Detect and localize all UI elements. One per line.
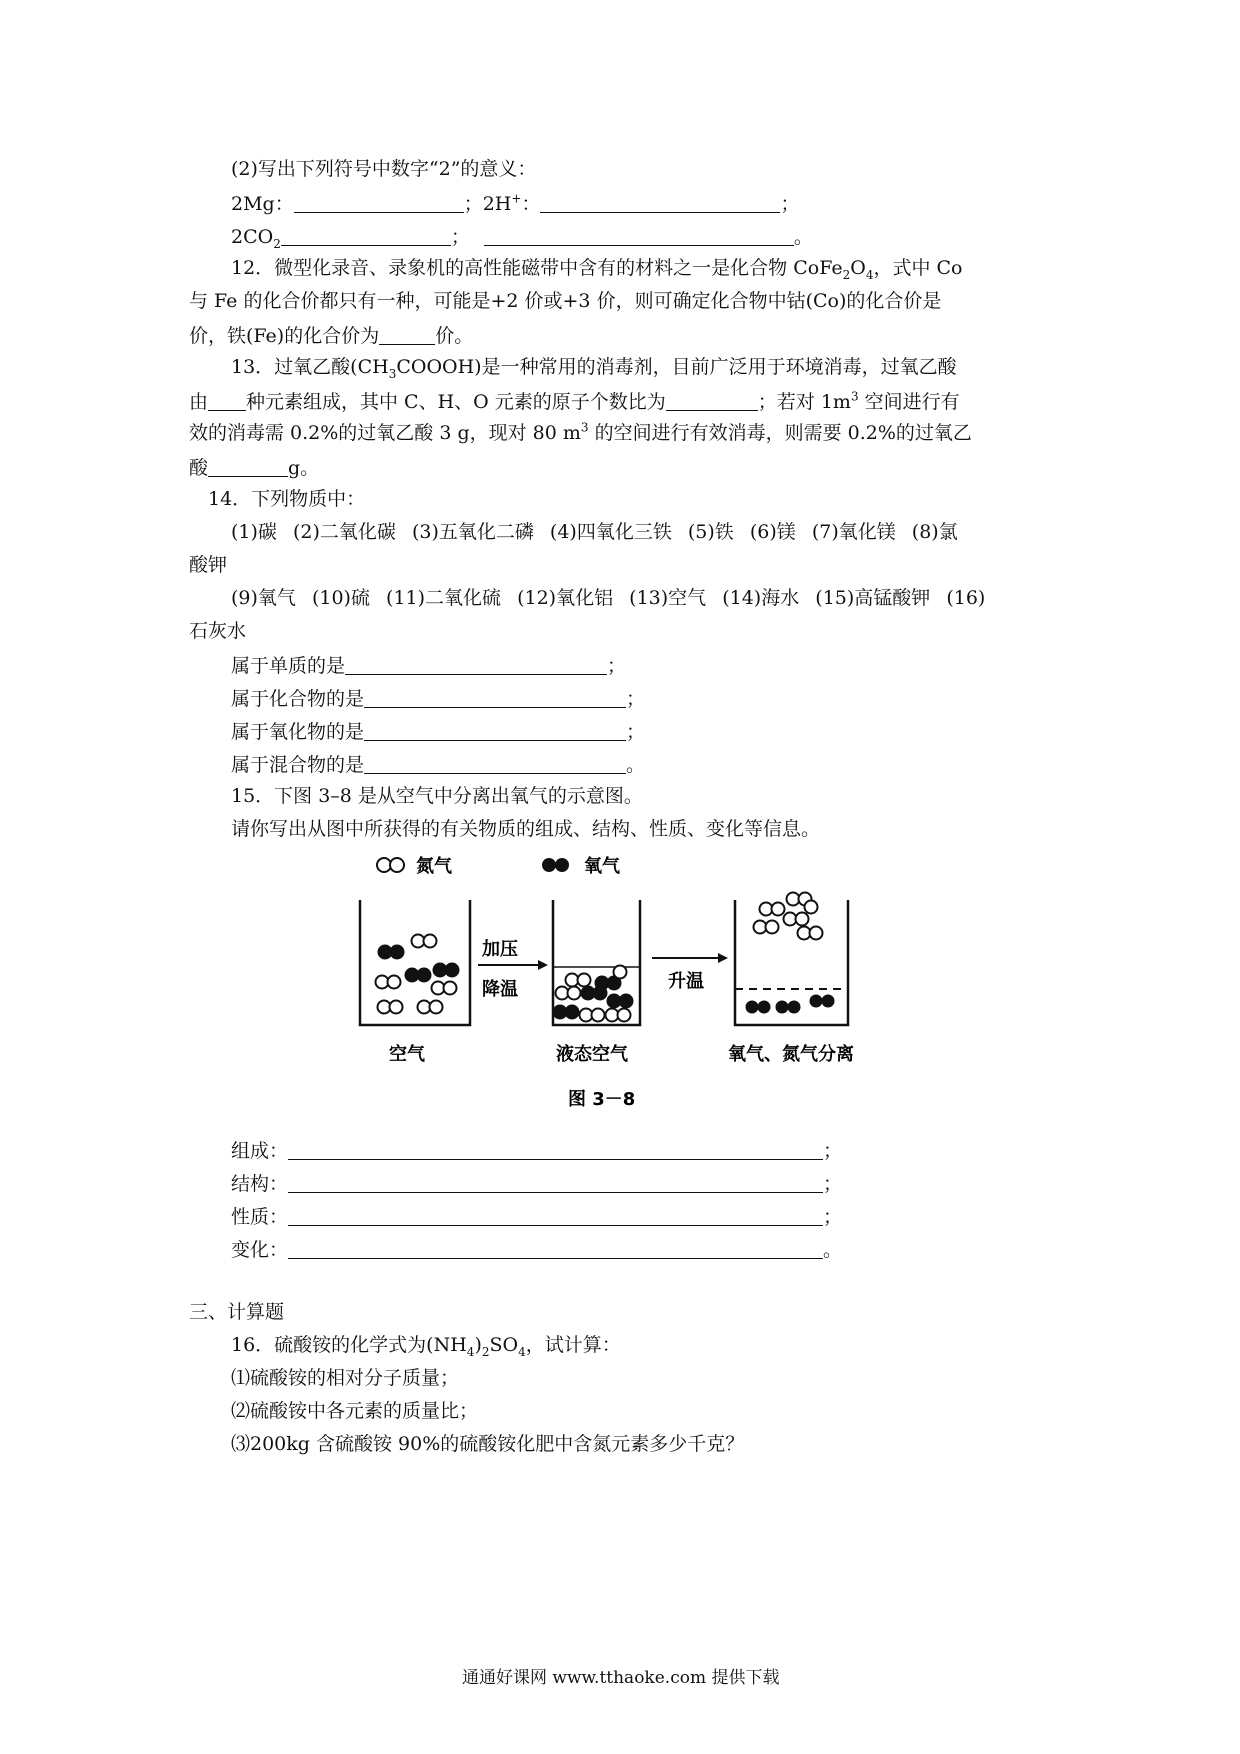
q13-line4-post: g。 — [288, 457, 320, 479]
legend-nitrogen-label: 氮气 — [416, 856, 452, 877]
ask-structure-label: 结构： — [231, 1173, 289, 1195]
label-liquid-air: 液态空气 — [556, 1044, 628, 1065]
nitrogen-gas-molecules — [754, 893, 823, 940]
liquid-air-molecules — [554, 966, 633, 1022]
oxygen-liquid-molecules — [746, 995, 835, 1014]
q16-sub2: 2 — [481, 1344, 490, 1359]
mass-blank[interactable] — [208, 457, 288, 477]
q16-pre: 16．硫酸铵的化学式为(NH — [231, 1334, 467, 1356]
item-3: (3)五氧化二磷 — [411, 521, 534, 543]
co2-pre: 2CO — [231, 226, 274, 248]
q15-ask-change — [231, 1239, 842, 1260]
mixture-answer-blank[interactable] — [364, 754, 626, 774]
item-13: (13)空气 — [629, 587, 707, 609]
q16-sub2-question: ⑵硫酸铵中各元素的质量比； — [231, 1400, 479, 1422]
q12-end: ，式中 Co — [873, 257, 963, 279]
q13-line2-end: 空间进行有 — [858, 391, 960, 413]
q15-line2: 请你写出从图中所获得的有关物质的组成、结构、性质、变化等信息。 — [231, 818, 821, 840]
q13-line2-post: ；若对 1m — [757, 391, 851, 413]
oxide-answer-blank[interactable] — [364, 721, 626, 741]
hplus-pre: ；2H — [463, 193, 512, 215]
q13-line2 — [189, 391, 960, 412]
ask-change-end: 。 — [823, 1239, 843, 1261]
label-air: 空气 — [389, 1044, 425, 1065]
item-12: (12)氧化铝 — [517, 587, 614, 609]
item-5: (5)铁 — [687, 521, 734, 543]
item-14: (14)海水 — [722, 587, 800, 609]
q14-ask-element — [231, 655, 626, 676]
item-11: (11)二氧化硫 — [386, 587, 502, 609]
arrow-pressurize-cool — [478, 938, 548, 1000]
co2-period: 。 — [793, 226, 813, 248]
q13-line1 — [231, 356, 957, 381]
label-separated: 氧气、氮气分离 — [728, 1044, 854, 1065]
property-blank[interactable] — [288, 1206, 823, 1226]
q12-line2: 与 Fe 的化合价都只有一种，可能是+2 价或+3 价，则可确定化合物中钴(Co)的化合价是 — [189, 290, 942, 312]
ask-compound-label: 属于化合物的是 — [231, 688, 365, 710]
hplus-post: ： — [521, 193, 541, 215]
arrow2-label: 升温 — [668, 971, 704, 992]
legend-oxygen — [542, 855, 621, 877]
footer-text: 通通好课网 www.tthaoke.com 提供下载 — [462, 1668, 780, 1688]
ask-structure-end: ； — [823, 1173, 843, 1195]
item-16: (16) — [946, 587, 986, 609]
q15-ask-composition — [231, 1140, 842, 1161]
section3-title: 三、计算题 — [189, 1301, 285, 1323]
change-blank[interactable] — [288, 1239, 823, 1259]
item-7: (7)氧化镁 — [811, 521, 896, 543]
ask-property-end: ； — [823, 1206, 843, 1228]
ask-property-label: 性质： — [231, 1206, 289, 1228]
q14-title: 14．下列物质中： — [208, 488, 366, 510]
q15-line1: 15．下图 3–8 是从空气中分离出氧气的示意图。 — [231, 785, 643, 807]
q16-stem — [231, 1334, 621, 1359]
q12-sub2: 4 — [865, 267, 874, 282]
fe-valence-blank[interactable] — [379, 325, 435, 345]
ask-mixture-end: 。 — [626, 754, 646, 776]
q12-line3 — [189, 325, 473, 346]
q14-items-line2-wrap: 石灰水 — [189, 620, 247, 642]
element-count-blank[interactable] — [208, 391, 246, 411]
ask-oxide-label: 属于氧化物的是 — [231, 721, 365, 743]
q12-sub1: 2 — [842, 267, 851, 282]
q13-line2-pre: 由 — [189, 391, 209, 413]
q13-line2-sup: 3 — [850, 389, 859, 404]
q16-sub3: 4 — [518, 1344, 526, 1359]
q16-sub3-question: ⑶200kg 含硫酸铵 90%的硫酸铵化肥中含氮元素多少千克？ — [231, 1433, 745, 1455]
q13-line3-sup: 3 — [580, 420, 589, 435]
q11-line-co2 — [231, 226, 813, 251]
q14-ask-mixture — [231, 754, 645, 775]
mg-label: 2Mg： — [231, 193, 294, 215]
q14-ask-oxide — [231, 721, 645, 742]
q12-line1 — [231, 257, 963, 282]
ask-composition-label: 组成： — [231, 1140, 289, 1162]
item-15: (15)高锰酸钾 — [815, 587, 931, 609]
item-4: (4)四氧化三铁 — [549, 521, 672, 543]
q12-mid: O — [850, 257, 866, 279]
q16-sub1: 4 — [466, 1344, 475, 1359]
q16-end: ，试计算： — [525, 1334, 621, 1356]
item-10: (10)硫 — [311, 587, 370, 609]
figure-caption: 图 3－8 — [568, 1089, 636, 1110]
q13-sub: 3 — [388, 366, 397, 381]
beaker-air — [360, 900, 470, 1025]
q11-line-mg — [231, 193, 799, 214]
item-6: (6)镁 — [749, 521, 796, 543]
ask-oxide-end: ； — [626, 721, 646, 743]
legend-nitrogen — [377, 855, 453, 877]
q13-line4 — [189, 457, 319, 478]
air-molecules — [376, 935, 459, 1014]
co2-sub: 2 — [273, 236, 281, 251]
ask-mixture-label: 属于混合物的是 — [231, 754, 365, 776]
ask-element-end: ； — [607, 655, 627, 677]
composition-blank[interactable] — [288, 1140, 823, 1160]
hplus-sup: + — [511, 191, 522, 206]
air-separation-figure — [340, 845, 900, 1125]
co2-meaning-blank[interactable] — [484, 226, 794, 246]
ask-element-label: 属于单质的是 — [231, 655, 346, 677]
co2-semicolon: ； — [450, 226, 470, 248]
arrow-heat — [652, 953, 728, 992]
arrow1-bottom-label: 降温 — [482, 979, 518, 1000]
q16-sub1-question: ⑴硫酸铵的相对分子质量； — [231, 1367, 460, 1389]
q14-items-line2 — [231, 589, 985, 608]
ask-compound-end: ； — [626, 688, 646, 710]
q13-line1-post: COOOH)是一种常用的消毒剂，目前广泛用于环境消毒，过氧乙酸 — [396, 356, 957, 378]
q14-ask-compound — [231, 688, 645, 709]
arrow1-top-label: 加压 — [482, 939, 518, 960]
q11-part2-title: (2)写出下列符号中数字“2”的意义： — [231, 158, 537, 180]
q13-line4-pre: 酸 — [189, 457, 209, 479]
ask-change-label: 变化： — [231, 1239, 289, 1261]
q12-line3-post: 价。 — [435, 325, 474, 347]
legend-oxygen-label: 氧气 — [584, 856, 620, 877]
hplus-end: ； — [780, 193, 800, 215]
q13-line3-pre: 效的消毒需 0.2%的过氧乙酸 3 g，现对 80 m — [189, 422, 581, 444]
atom-ratio-blank[interactable] — [666, 391, 758, 411]
q15-ask-property — [231, 1206, 842, 1227]
q15-ask-structure — [231, 1173, 842, 1194]
item-1: (1)碳 — [231, 521, 277, 543]
item-2: (2)二氧化碳 — [292, 521, 396, 543]
q13-line2-mid: 种元素组成，其中 C、H、O 元素的原子个数比为 — [246, 391, 666, 413]
item-8: (8)氯 — [911, 521, 958, 543]
q13-line3-post: 的空间进行有效消毒，则需要 0.2%的过氧乙 — [588, 422, 972, 444]
q14-items-line1-wrap: 酸钾 — [189, 554, 228, 576]
element-answer-blank[interactable] — [345, 655, 607, 675]
q13-line1-pre: 13．过氧乙酸(CH — [231, 356, 389, 378]
q13-line3 — [189, 420, 972, 444]
mg-blank[interactable] — [294, 193, 464, 213]
q16-mid: ) — [474, 1334, 482, 1356]
ask-composition-end: ； — [823, 1140, 843, 1162]
q14-items-line1 — [231, 523, 958, 542]
q12-line1-text: 12．微型化录音、录象机的高性能磁带中含有的材料之一是化合物 CoFe — [231, 257, 843, 279]
item-9: (9)氧气 — [231, 587, 296, 609]
q16-post: SO — [489, 1334, 519, 1356]
q12-line3-pre: 价，铁(Fe)的化合价为 — [189, 325, 380, 347]
structure-blank[interactable] — [288, 1173, 823, 1193]
co2-blank[interactable] — [281, 226, 451, 246]
compound-answer-blank[interactable] — [364, 688, 626, 708]
hplus-blank[interactable] — [540, 193, 780, 213]
